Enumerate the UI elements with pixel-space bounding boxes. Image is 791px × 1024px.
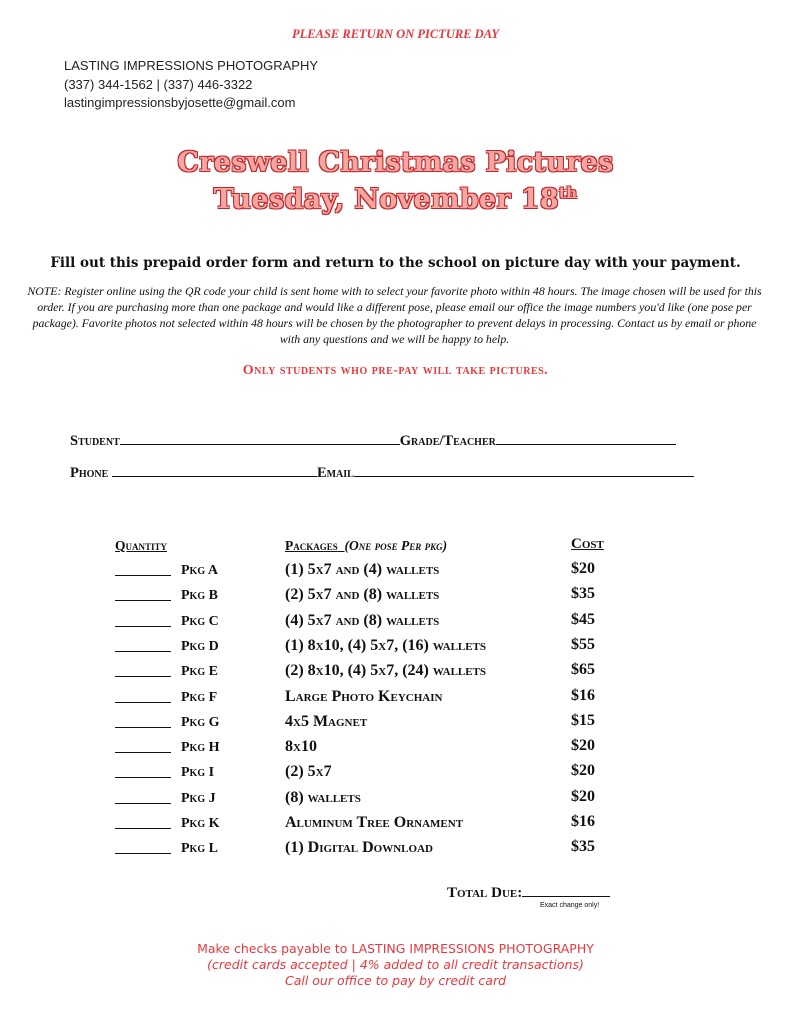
exact-change-note: Exact change only! xyxy=(540,902,600,909)
prepay-notice: Only students who pre-pay will take pictures. xyxy=(242,363,549,378)
package-name: 8x10 xyxy=(285,738,317,756)
title-line-2 xyxy=(0,184,791,215)
package-row xyxy=(0,661,791,689)
footer-call: Call our office to pay by credit card xyxy=(284,973,507,988)
package-cost: $20 xyxy=(571,787,595,805)
package-code: Pkg L xyxy=(181,841,218,857)
package-name: (8) wallets xyxy=(285,788,361,806)
package-cost: $16 xyxy=(571,813,595,830)
package-code: Pkg H xyxy=(181,740,220,756)
package-code: Pkg G xyxy=(181,714,220,730)
company-email: lastingimpressionsbyjosette@gmail.com xyxy=(64,95,296,110)
total-line[interactable] xyxy=(522,884,610,897)
package-code: Pkg C xyxy=(181,613,219,629)
quantity-line[interactable] xyxy=(115,626,171,627)
package-code: Pkg I xyxy=(181,765,215,781)
package-cost: $20 xyxy=(571,737,595,755)
package-name: (1) 5x7 and (4) wallets xyxy=(285,561,440,578)
quantity-line[interactable] xyxy=(115,702,171,703)
package-code: Pkg E xyxy=(181,664,218,680)
quantity-line[interactable] xyxy=(115,676,171,677)
instruction: Fill out this prepaid order form and return to the school on picture day with your payment. xyxy=(50,255,741,271)
package-cost: $45 xyxy=(571,610,595,628)
package-row xyxy=(0,635,791,664)
package-code: Pkg D xyxy=(181,638,219,654)
quantity-line[interactable] xyxy=(115,600,171,601)
package-name: (2) 5x7 and (8) wallets xyxy=(285,586,440,604)
total-due[interactable] xyxy=(447,884,610,902)
package-row xyxy=(0,787,791,816)
package-code: Pkg J xyxy=(181,790,216,806)
package-name: (1) 8x10, (4) 5x7, (16) wallets xyxy=(285,636,487,654)
package-name: (1) Digital Download xyxy=(285,839,433,857)
package-row xyxy=(0,585,791,613)
package-row xyxy=(0,813,791,841)
package-name: (2) 5x7 xyxy=(285,763,332,781)
package-cost: $55 xyxy=(571,635,595,653)
package-code: Pkg F xyxy=(181,689,218,705)
package-cost: $15 xyxy=(571,711,595,729)
packages-header-label: Packages xyxy=(285,538,338,553)
company-phones: (337) 344-1562 | (337) 446-3322 xyxy=(64,77,253,92)
quantity-line[interactable] xyxy=(115,777,171,778)
package-name: Aluminum Tree Ornament xyxy=(285,814,464,831)
package-cost: $20 xyxy=(571,560,595,577)
quantity-header: Quantity xyxy=(115,538,168,553)
quantity-line[interactable] xyxy=(115,752,171,753)
package-cost: $35 xyxy=(571,838,595,856)
package-code: Pkg B xyxy=(181,588,218,604)
student-field[interactable] xyxy=(70,432,676,450)
email-label: Email xyxy=(316,465,354,481)
email-line[interactable] xyxy=(354,464,694,477)
packages-header xyxy=(285,538,447,554)
quantity-line[interactable] xyxy=(115,828,171,829)
package-row xyxy=(0,838,791,866)
return-notice: PLEASE RETURN ON PICTURE DAY xyxy=(292,27,499,41)
package-row xyxy=(0,686,791,715)
phone-line[interactable] xyxy=(112,464,317,477)
quantity-line[interactable] xyxy=(115,803,171,804)
total-label: Total Due: xyxy=(447,885,523,901)
title-date-suffix: th xyxy=(558,184,578,202)
footer-credit: (credit cards accepted | 4% added to all credit transactions) xyxy=(207,957,584,972)
company-name: LASTING IMPRESSIONS PHOTOGRAPHY xyxy=(64,58,319,73)
package-name: Large Photo Keychain xyxy=(285,687,443,705)
grade-teacher-label: Grade/Teacher xyxy=(399,433,496,449)
package-cost: $65 xyxy=(571,661,595,679)
title-line-1: Creswell Christmas Pictures xyxy=(177,147,614,178)
package-code: Pkg A xyxy=(181,563,218,578)
package-name: 4x5 Magnet xyxy=(285,712,368,730)
packages-header-note: (One pose Per pkg) xyxy=(344,538,448,553)
student-label: Student xyxy=(70,433,120,449)
package-cost: $16 xyxy=(571,686,595,704)
phone-field[interactable] xyxy=(70,464,694,482)
quantity-line[interactable] xyxy=(115,727,171,728)
package-name: (2) 8x10, (4) 5x7, (24) wallets xyxy=(285,662,487,680)
phone-label: Phone xyxy=(70,465,109,481)
package-row xyxy=(0,737,791,765)
student-line[interactable] xyxy=(120,432,400,445)
title-date: Tuesday, November 18 xyxy=(213,184,559,215)
quantity-line[interactable] xyxy=(115,575,171,576)
quantity-line[interactable] xyxy=(115,853,171,854)
package-row xyxy=(0,711,791,740)
note: NOTE: Register online using the QR code your child is sent home with to select your favorite photo within 48 hours. The image chosen will be used for this order. If you are purchasing more than one package and would like a different pose, please email our office the image numbers you'd like (one pose per package). Favorite photos not selected within 48 hours will be chosen by the photographer to prevent delays in processing. Contact us by email or phone with any questions and we will be happy to help. xyxy=(27,284,762,346)
package-row xyxy=(0,610,791,639)
package-cost: $20 xyxy=(571,762,595,780)
package-name: (4) 5x7 and (8) wallets xyxy=(285,611,440,629)
cost-header: Cost xyxy=(571,536,604,552)
package-row xyxy=(0,560,791,588)
package-row xyxy=(0,762,791,790)
footer-checks: Make checks payable to LASTING IMPRESSIONS PHOTOGRAPHY xyxy=(197,941,594,956)
quantity-line[interactable] xyxy=(115,651,171,652)
grade-teacher-line[interactable] xyxy=(496,432,676,445)
package-cost: $35 xyxy=(571,585,595,603)
package-code: Pkg K xyxy=(181,816,220,831)
